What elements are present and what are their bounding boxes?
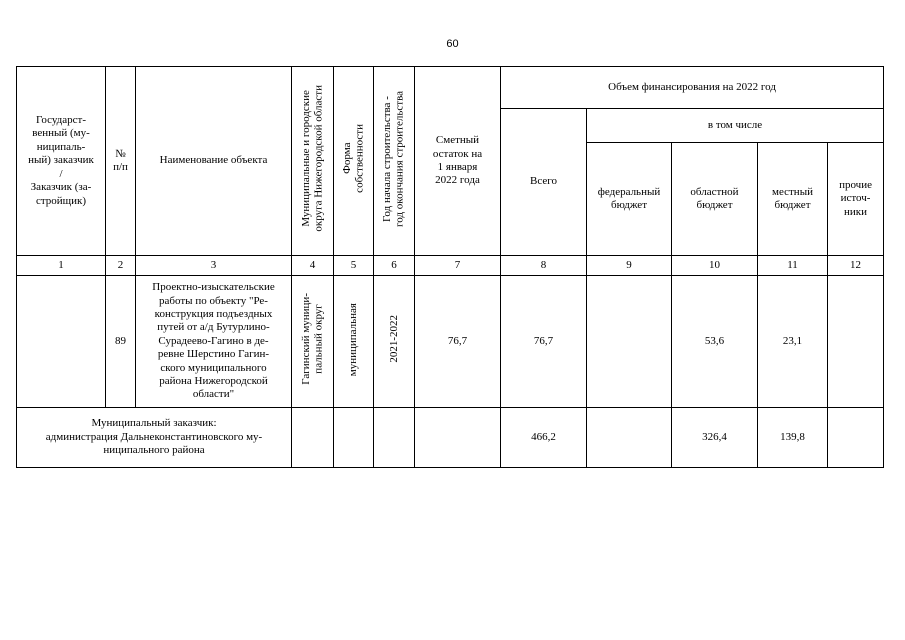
cell-regional: 53,6	[672, 276, 758, 408]
subtotal-local: 139,8	[758, 408, 828, 468]
subtotal-empty	[334, 408, 374, 468]
column-number: 11	[758, 256, 828, 276]
header-number: № п/п	[106, 67, 136, 256]
cell-balance: 76,7	[415, 276, 501, 408]
header-including: в том числе	[587, 109, 884, 143]
header-object-name: Наименование объекта	[136, 67, 292, 256]
column-number: 12	[828, 256, 884, 276]
subtotal-empty	[292, 408, 334, 468]
cell-municipality-text: Гагинский муници- пальный округ	[299, 293, 325, 386]
subtotal-federal	[587, 408, 672, 468]
header-funding-volume: Объем финансирования на 2022 год	[501, 67, 884, 109]
subtotal-label: Муниципальный заказчик: администрация Дальнеконстантиновского му- ниципального района	[17, 408, 292, 468]
header-balance: Сметный остаток на 1 января 2022 года	[415, 67, 501, 256]
column-number: 9	[587, 256, 672, 276]
header-customer: Государст- венный (му- ниципаль- ный) заказчик / Заказчик (за- стройщик)	[17, 67, 106, 256]
column-number: 4	[292, 256, 334, 276]
header-other: прочие источ- ники	[828, 143, 884, 256]
header-years-text: Год начала строительства - год окончания строительства	[381, 90, 406, 227]
column-number: 8	[501, 256, 587, 276]
cell-other	[828, 276, 884, 408]
header-municipality-text: Муниципальные и городские округа Нижегородской области	[299, 85, 325, 233]
cell-ownership-text: муниципальная	[347, 302, 360, 376]
column-number: 6	[374, 256, 415, 276]
header-federal: федеральный бюджет	[587, 143, 672, 256]
header-regional: областной бюджет	[672, 143, 758, 256]
column-number: 5	[334, 256, 374, 276]
header-municipality	[292, 67, 334, 256]
cell-number: 89	[106, 276, 136, 408]
column-number: 1	[17, 256, 106, 276]
cell-customer	[17, 276, 106, 408]
column-number: 3	[136, 256, 292, 276]
cell-years-text: 2021-2022	[387, 315, 400, 364]
cell-federal	[587, 276, 672, 408]
subtotal-empty	[374, 408, 415, 468]
subtotal-other	[828, 408, 884, 468]
header-ownership	[334, 67, 374, 256]
page-number: 60	[446, 38, 459, 50]
header-years	[374, 67, 415, 256]
column-number: 7	[415, 256, 501, 276]
table-row	[17, 276, 884, 408]
header-total: Всего	[501, 109, 587, 256]
financing-table	[16, 66, 884, 468]
header-ownership-text: Форма собственности	[340, 124, 366, 194]
column-number-row	[17, 256, 884, 276]
cell-local: 23,1	[758, 276, 828, 408]
cell-ownership	[334, 276, 374, 408]
subtotal-empty	[415, 408, 501, 468]
header-local: местный бюджет	[758, 143, 828, 256]
subtotal-row	[17, 408, 884, 468]
cell-municipality	[292, 276, 334, 408]
cell-total: 76,7	[501, 276, 587, 408]
column-number: 10	[672, 256, 758, 276]
cell-object-name: Проектно-изыскательские работы по объекту "Ре- конструкция подъездных путей от а/д Бутурлино- Сурадеево-Гагино в де- ревне Шерстино Гагин- ского муниципального района Нижегородской области"	[136, 276, 292, 408]
subtotal-total: 466,2	[501, 408, 587, 468]
subtotal-regional: 326,4	[672, 408, 758, 468]
column-number: 2	[106, 256, 136, 276]
cell-years	[374, 276, 415, 408]
